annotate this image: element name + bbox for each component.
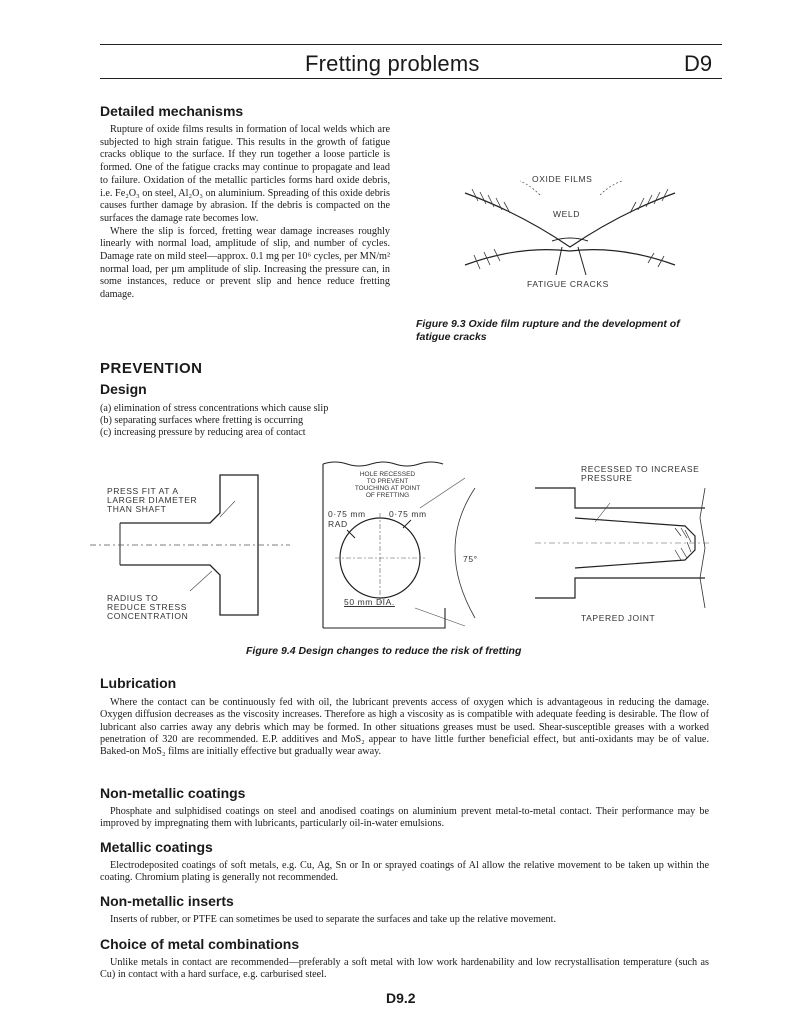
design-list <box>100 403 328 439</box>
detailed-mechanisms-text <box>100 124 390 302</box>
metallic-coatings-text: Electrodeposited coatings of soft metals, e.g. Cu, Ag, Sn or In or sprayed coatings of Al allow the relative movement to be taken up within the coating. Chromium plating is generally not recommended. <box>100 860 709 884</box>
fig93-label-fatigue-cracks: FATIGUE CRACKS <box>527 279 609 289</box>
detailed-para-1: Rupture of oxide films results in formation of local welds which are subjected to high strain fatigue. This results in the growth of fatigue cracks oblique to the surface. If they run together a loose particle is formed. One of the fatigue cracks may continue to propagate and lead to failure. Oxidation of the metallic particles forms hard oxide debris, i.e. Fe₂O₃ on steel, Al₂O₃ on aluminium. Spreading of this oxide debris causes further damage by abrasion. If the debris is compacted on the surfaces the damage rate becomes low. <box>100 124 390 224</box>
lubrication-text: Where the contact can be continuously fed with oil, the lubricant prevents access of oxygen which is advantageous in reducing the damage. Oxygen diffusion decreases as the viscosity increases. Therefore as high a viscosity as is compatible with adequate feeding is desirable. The flow of lubricant also carries away any debris which may be formed. In other situations greases must be used. Shear-susceptible greases with a worked penetration of 320 are recommended. E.P. additives and MoS₂ appear to have little further beneficial effect, but anti-oxidants may be of value. Baked-on MoS₂ films are initially effective but gradually wear away. <box>100 697 709 758</box>
lubrication-heading: Lubrication <box>100 675 177 691</box>
fig94-dim-a: 0·75 mm <box>328 509 366 519</box>
fig94-radius-line1: RADIUS TO <box>107 593 159 603</box>
fig94-press-fit-line1: PRESS FIT AT A <box>107 486 179 496</box>
design-item-c: (c) increasing pressure by reducing area of contact <box>100 427 306 438</box>
fig94-label-radius <box>107 594 188 621</box>
fig93-caption: Figure 9.3 Oxide film rupture and the development of fatigue cracks <box>416 318 680 343</box>
fig94-hole-line1: HOLE RECESSED <box>359 471 416 478</box>
choice-text: Unlike metals in contact are recommended—preferably a soft metal with low work hardenability and low recrystallisation temperature (such as Cu) in contact with a hard surface, e.g. carburised steel. <box>100 957 709 981</box>
fig94-hole-line4: OF FRETTING <box>365 492 410 499</box>
fig94-label-recessed <box>581 465 699 483</box>
fig93-diagram <box>460 175 720 285</box>
fig93-label-oxide-films: OXIDE FILMS <box>532 174 593 184</box>
fig94-radius-line2: REDUCE STRESS <box>107 602 188 612</box>
section-code: D9 <box>684 51 713 76</box>
choice-heading: Choice of metal combinations <box>100 936 300 952</box>
header-rule-top <box>100 44 722 45</box>
fig94-label-tapered: TAPERED JOINT <box>581 613 656 623</box>
fig94-caption: Figure 9.4 Design changes to reduce the risk of fretting <box>246 645 522 657</box>
page-number: D9.2 <box>386 990 416 1006</box>
metallic-coatings-heading: Metallic coatings <box>100 839 213 855</box>
fig93-label-weld: WELD <box>553 209 580 219</box>
fig94-dia: 50 mm DIA. <box>344 597 395 607</box>
fig94-angle: 75° <box>463 554 478 564</box>
page-title: Fretting problems <box>305 51 480 76</box>
fig94-press-fit-line3: THAN SHAFT <box>107 504 167 514</box>
fig94-radius-line3: CONCENTRATION <box>107 611 189 621</box>
nonmetallic-inserts-text: Inserts of rubber, or PTFE can sometimes be used to separate the surfaces and take up the relative movement. <box>110 914 556 925</box>
fig94-tapered-diagram <box>535 478 710 628</box>
nonmetallic-coatings-heading: Non-metallic coatings <box>100 785 246 801</box>
prevention-heading: PREVENTION <box>100 360 203 377</box>
header-rule-bottom <box>100 78 722 79</box>
fig94-dim-b: 0·75 mm <box>389 509 427 519</box>
fig94-hole-line2: TO PREVENT <box>366 478 409 485</box>
nonmetallic-inserts-heading: Non-metallic inserts <box>100 893 234 909</box>
design-item-b: (b) separating surfaces where fretting is occurring <box>100 415 304 426</box>
fig94-rad: RAD <box>328 519 348 529</box>
detailed-para-2: Where the slip is forced, fretting wear damage increases roughly linearly with normal load, amplitude of slip, and number of cycles. Damage rate on mild steel—approx. 0.1 mg per 10⁶ cycles, per MN/m² normal load, per μm amplitude of slip. Increasing the pressure can, in some instances, reduce or prevent slip and hence reduce fretting damage. <box>100 225 390 301</box>
nonmetallic-coatings-text: Phosphate and sulphidised coatings on steel and anodised coatings on aluminium prevent metal-to-metal contact. Their performance may be improved by impregnating them with lubricants, particularly oil-in-water emulsions. <box>100 806 709 830</box>
fig94-label-press-fit <box>107 487 197 514</box>
detailed-mechanisms-heading: Detailed mechanisms <box>100 103 244 119</box>
design-item-a: (a) elimination of stress concentrations which cause slip <box>100 403 329 414</box>
fig94-hole-line3: TOUCHING AT POINT <box>354 485 421 492</box>
fig94-press-fit-line2: LARGER DIAMETER <box>107 495 198 505</box>
design-heading: Design <box>100 381 147 397</box>
fig94-recessed-line2: PRESSURE <box>581 473 633 483</box>
fig94-recessed-line1: RECESSED TO INCREASE <box>581 464 700 474</box>
fig94-label-hole <box>340 471 435 499</box>
